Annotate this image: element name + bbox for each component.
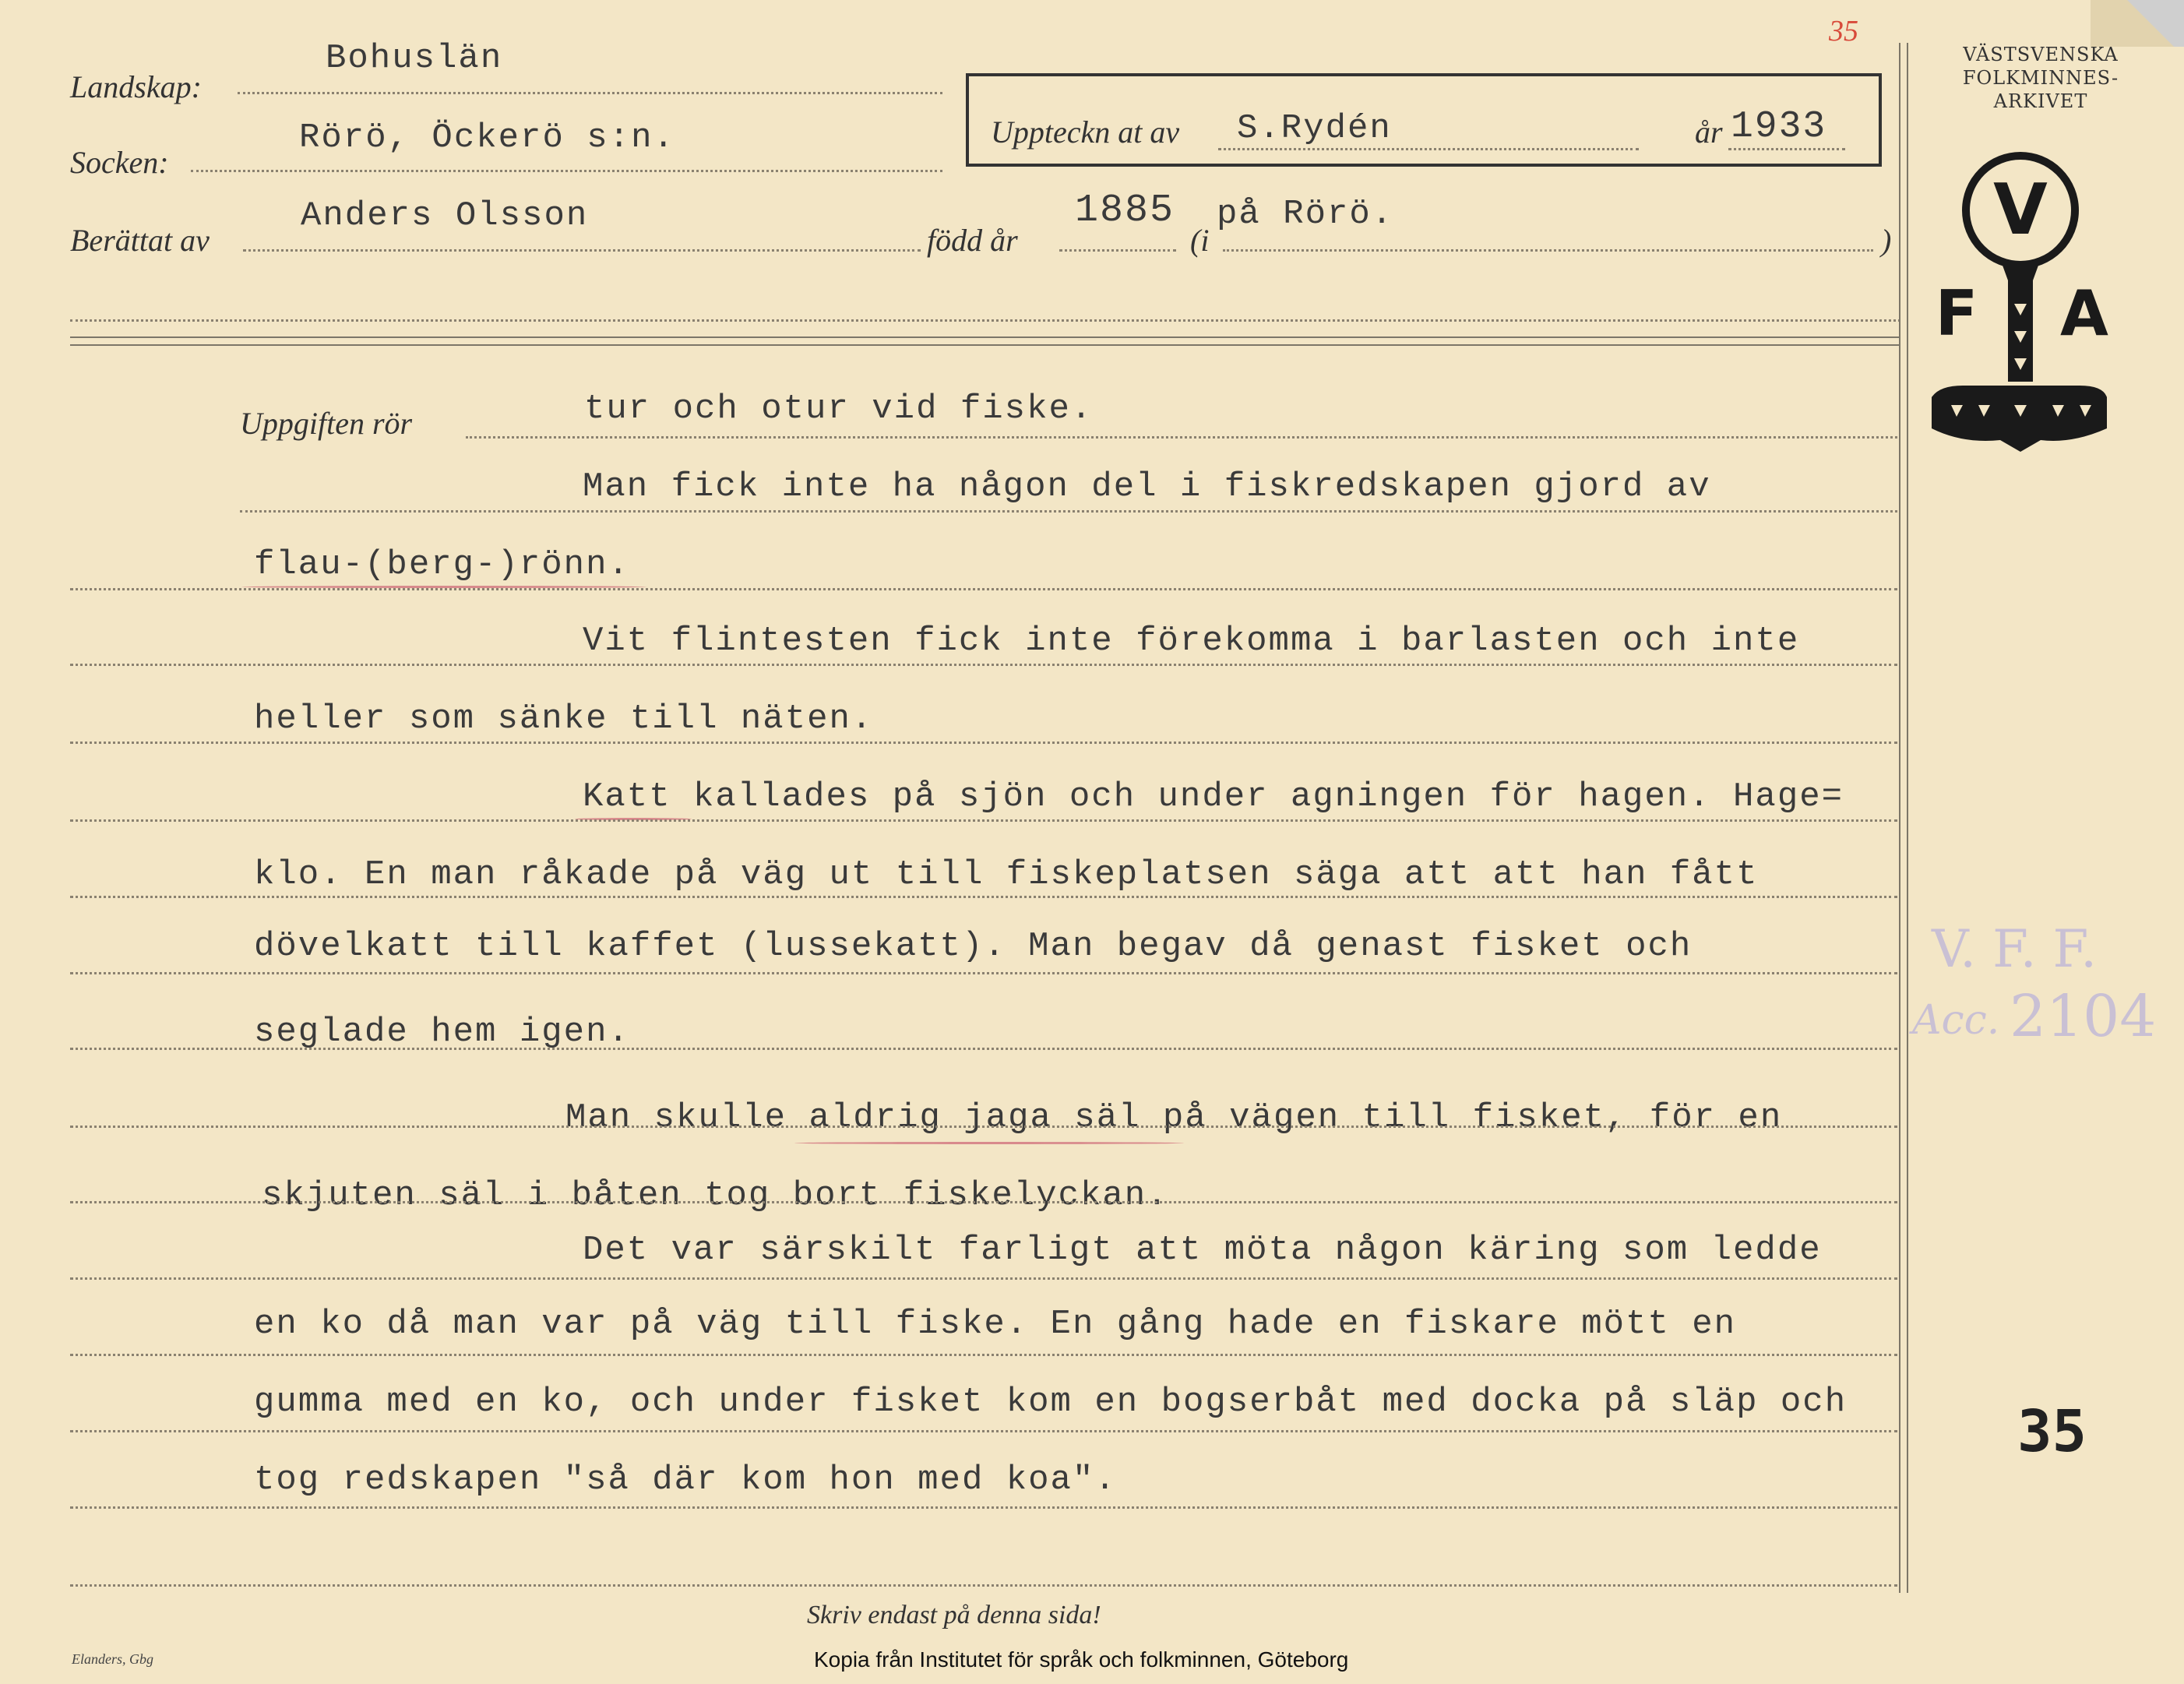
header-rule-2 bbox=[70, 344, 1900, 346]
uppt-value: S.Rydén bbox=[1237, 109, 1392, 148]
header-dotted-rule bbox=[70, 319, 1900, 322]
body-line-7: klo. En man råkade på väg ut till fiskeplatsen säga att att han fått bbox=[254, 855, 1759, 894]
archive-name-line-3: ARKIVET bbox=[1993, 90, 2088, 112]
body-line-10: Man skulle aldrig jaga säl på vägen till fisket, för en bbox=[565, 1098, 1783, 1137]
socken-label: Socken: bbox=[70, 145, 169, 180]
fodd-label: född år bbox=[927, 223, 1018, 258]
fodd-paren-open: (i bbox=[1190, 223, 1210, 258]
ruled-line-11 bbox=[70, 1201, 1897, 1203]
fodd-dotted-line bbox=[1059, 249, 1176, 252]
printer-name: Elanders, Gbg bbox=[72, 1651, 153, 1667]
uppt-dotted-line bbox=[1218, 148, 1639, 150]
uppgiften-dotted-line bbox=[466, 436, 1897, 439]
ar-value: 1933 bbox=[1731, 106, 1827, 148]
body-line-14: gumma med en ko, och under fisket kom en bogserbåt med docka på släp och bbox=[254, 1383, 1848, 1422]
ruled-line-7 bbox=[70, 896, 1897, 898]
landskap-value: Bohuslän bbox=[326, 39, 503, 78]
margin-line-1 bbox=[1899, 43, 1900, 1593]
ruled-line-10 bbox=[70, 1126, 1897, 1128]
footer-instruction: Skriv endast på denna sida! bbox=[807, 1601, 1101, 1629]
berattat-dotted-line bbox=[243, 249, 921, 252]
socken-value: Rörö, Öckerö s:n. bbox=[299, 118, 675, 157]
body-line-2: Man fick inte ha någon del i fiskredskapen gjord av bbox=[583, 467, 1711, 506]
ruled-line-9 bbox=[70, 1048, 1897, 1050]
archive-name bbox=[1924, 43, 2158, 113]
ruled-line-12 bbox=[70, 1277, 1897, 1280]
logo-letter-f: F bbox=[1935, 277, 1978, 350]
ruled-line-4 bbox=[70, 664, 1897, 666]
fodd-paren-close: ) bbox=[1881, 223, 1892, 258]
body-line-13: en ko då man var på väg till fiske. En gång hade en fiskare mött en bbox=[254, 1305, 1737, 1344]
margin-line-2 bbox=[1907, 43, 1908, 1593]
body-line-3: flau-(berg-)rönn. bbox=[254, 545, 630, 584]
ruled-line-6 bbox=[70, 819, 1897, 822]
ruled-line-15 bbox=[70, 1506, 1897, 1509]
copy-note: Kopia från Institutet för språk och folkminnen, Göteborg bbox=[814, 1647, 1349, 1672]
ruled-line-5 bbox=[70, 742, 1897, 744]
landskap-label: Landskap: bbox=[70, 69, 202, 104]
logo-letter-a: A bbox=[2060, 277, 2108, 350]
logo-letter-v: V bbox=[1993, 169, 2048, 251]
vff-stamp-acc-value: 2104 bbox=[2010, 983, 2157, 1050]
fodd-place: på Rörö. bbox=[1217, 195, 1394, 234]
body-line-6: Katt kallades på sjön och under agningen för hagen. Hage= bbox=[583, 777, 1844, 816]
ar-label: år bbox=[1695, 114, 1723, 150]
uppgiften-label: Uppgiften rör bbox=[240, 406, 413, 441]
ruled-line-3 bbox=[70, 588, 1897, 590]
folded-corner bbox=[2091, 0, 2184, 47]
red-page-mark: 35 bbox=[1829, 15, 1858, 48]
landskap-dotted-line bbox=[238, 92, 942, 94]
body-line-9: seglade hem igen. bbox=[254, 1013, 630, 1052]
ruled-line-14 bbox=[70, 1430, 1897, 1432]
body-line-15: tog redskapen "så där kom hon med koa". bbox=[254, 1460, 1117, 1499]
recorder-box bbox=[966, 73, 1882, 167]
red-underline-3 bbox=[794, 1142, 1184, 1144]
vff-stamp-acc-label: Acc. bbox=[1912, 997, 2000, 1044]
fodd-place-dotted-line bbox=[1223, 249, 1873, 252]
body-line-4: Vit flintesten fick inte förekomma i barlasten och inte bbox=[583, 622, 1800, 661]
berattat-label: Berättat av bbox=[70, 223, 210, 258]
fodd-value: 1885 bbox=[1075, 188, 1175, 233]
body-line-12: Det var särskilt farligt att möta någon käring som ledde bbox=[583, 1231, 1822, 1270]
ruled-line-16 bbox=[70, 1584, 1897, 1587]
ruled-line-2 bbox=[240, 510, 1897, 513]
ruled-line-13 bbox=[70, 1354, 1897, 1356]
vfa-logo bbox=[1916, 148, 2119, 460]
ruled-line-8 bbox=[70, 972, 1897, 974]
body-line-5: heller som sänke till näten. bbox=[254, 699, 874, 738]
vff-stamp-line-1: V. F. F. bbox=[1932, 919, 2098, 979]
body-line-1: tur och otur vid fiske. bbox=[584, 389, 1094, 428]
header-rule-1 bbox=[70, 336, 1900, 338]
archive-name-line-2: FOLKMINNES- bbox=[1962, 67, 2119, 89]
berattat-value: Anders Olsson bbox=[301, 196, 589, 235]
hammer-head bbox=[1932, 386, 2107, 452]
ar-dotted-line bbox=[1728, 148, 1845, 150]
body-line-11: skjuten säl i båten tog bort fiskelyckan. bbox=[262, 1176, 1169, 1215]
body-line-8: dövelkatt till kaffet (lussekatt). Man begav då genast fisket och bbox=[254, 927, 1693, 966]
page-number: 35 bbox=[2017, 1398, 2087, 1465]
socken-dotted-line bbox=[191, 170, 942, 172]
uppt-label: Uppteckn at av bbox=[991, 114, 1180, 150]
archive-name-line-1: VÄSTSVENSKA bbox=[1963, 44, 2119, 65]
